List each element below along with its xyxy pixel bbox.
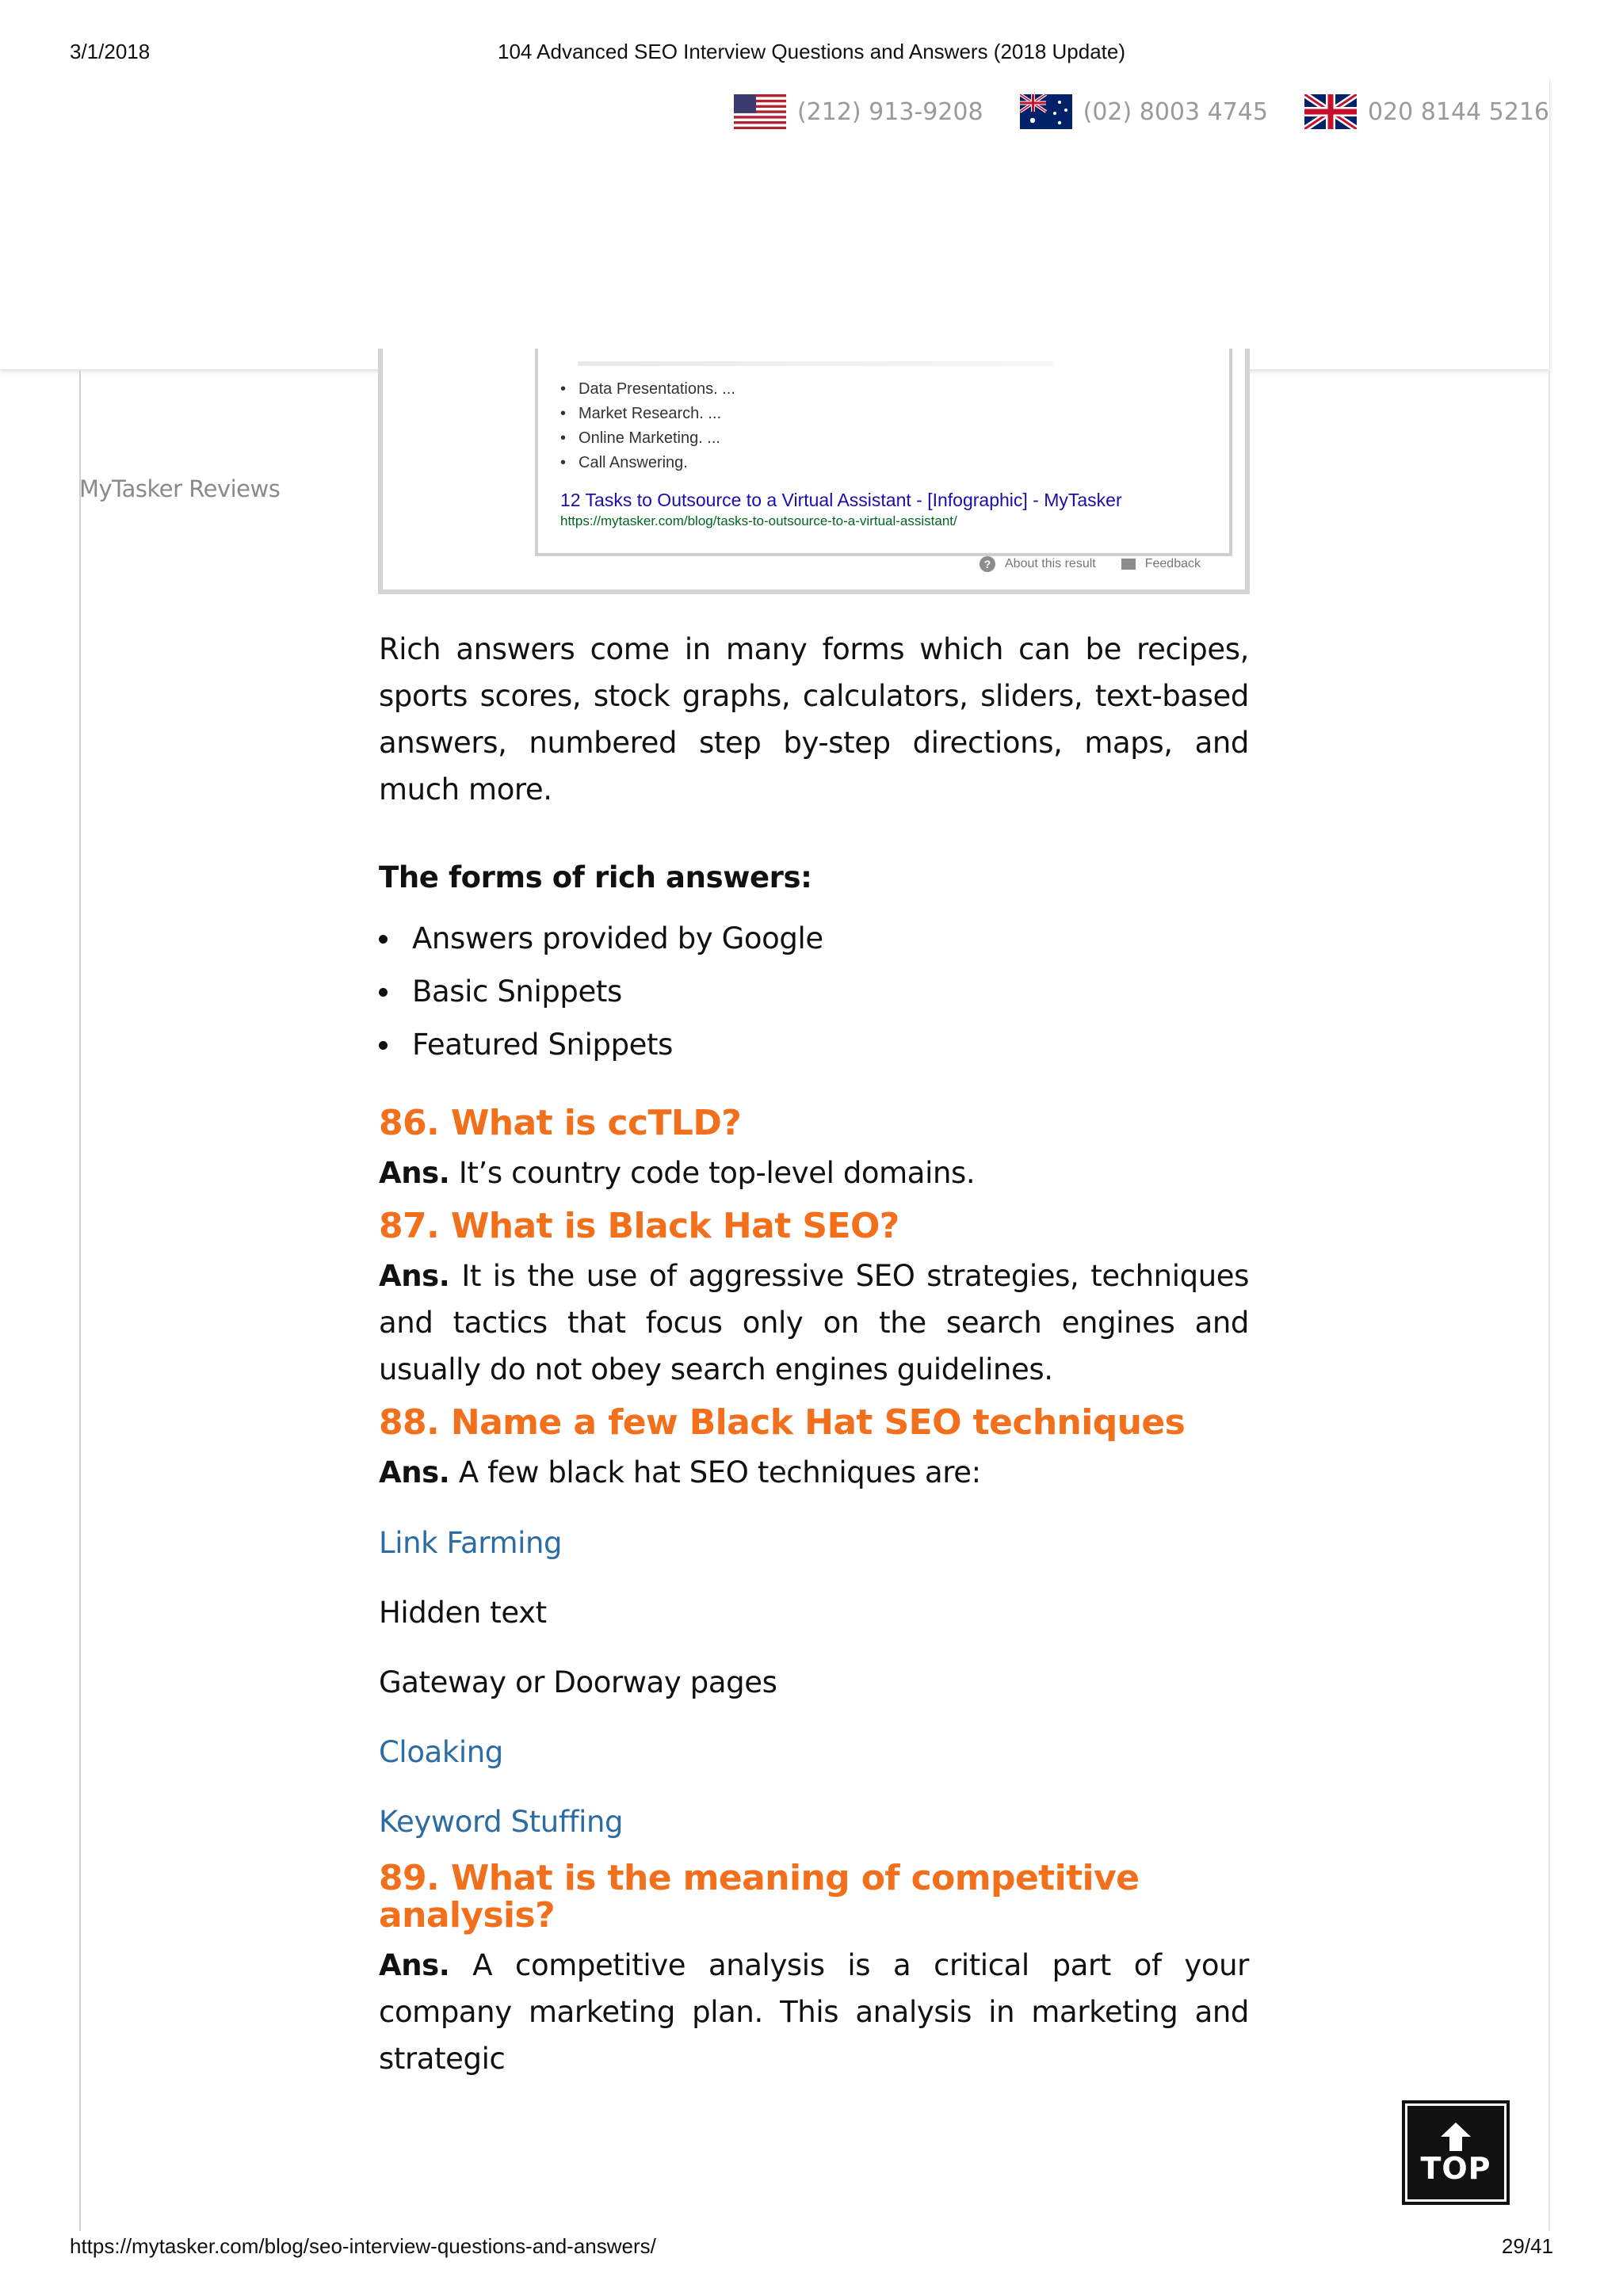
snippet-cut-line bbox=[578, 361, 1053, 366]
top-label: TOP bbox=[1420, 2151, 1491, 2186]
question-89-heading bbox=[379, 1859, 1249, 1934]
au-flag-icon bbox=[1020, 94, 1072, 129]
print-date: 3/1/2018 bbox=[70, 40, 151, 63]
list-item: Featured Snippets bbox=[379, 1018, 1249, 1071]
phone-number-uk: 020 8144 5216 bbox=[1367, 97, 1549, 126]
feedback-flag-icon bbox=[1121, 559, 1136, 570]
snippet-list-item: • Market Research. ... bbox=[560, 402, 735, 426]
print-header bbox=[70, 40, 1553, 68]
cloaking-link[interactable]: Cloaking bbox=[379, 1735, 503, 1769]
page-number: 29/41 bbox=[1501, 2234, 1553, 2258]
snippet-card bbox=[535, 349, 1232, 556]
article-content bbox=[379, 626, 1249, 2082]
answer-89 bbox=[379, 1942, 1249, 2082]
snippet-list bbox=[560, 377, 735, 475]
answer-87 bbox=[379, 1253, 1249, 1393]
ans-label: Ans. bbox=[379, 1455, 450, 1489]
page-url: https://mytasker.com/blog/seo-interview-questions-and-answers/ bbox=[70, 2234, 656, 2258]
snippet-list-item: • Call Answering. bbox=[560, 451, 735, 475]
hidden-text-item: Hidden text bbox=[379, 1596, 547, 1630]
feedback-label: Feedback bbox=[1144, 557, 1201, 570]
answer-87-text: It is the use of aggressive SEO strategies, techniques and tactics that focus only on the search engines and usually do not obey search engines guidelines. bbox=[379, 1259, 1249, 1386]
phone-us[interactable] bbox=[734, 94, 983, 129]
question-icon: ? bbox=[980, 556, 995, 572]
snippet-list-item: • Online Marketing. ... bbox=[560, 426, 735, 451]
forms-heading: The forms of rich answers: bbox=[379, 860, 812, 894]
site-top-bar bbox=[0, 79, 1550, 369]
question-86-heading: 86. What is ccTLD? bbox=[379, 1103, 742, 1143]
snippet-list-item: • Data Presentations. ... bbox=[560, 377, 735, 402]
back-to-top-button[interactable] bbox=[1405, 2103, 1507, 2202]
rich-answers-paragraph: Rich answers come in many forms which can be recipes, sports scores, stock graphs, calculators, sliders, text-based answers, numbered step by-step directions, maps, and much more. bbox=[379, 632, 1249, 807]
keyword-stuffing-link[interactable]: Keyword Stuffing bbox=[379, 1805, 624, 1839]
question-89-line1: 89. What is the meaning of competitive bbox=[379, 1858, 1140, 1898]
ans-label: Ans. bbox=[379, 1948, 450, 1982]
list-item: Answers provided by Google bbox=[379, 912, 1249, 965]
ans-label: Ans. bbox=[379, 1259, 450, 1293]
doorway-pages-item: Gateway or Doorway pages bbox=[379, 1665, 777, 1699]
arrow-up-icon bbox=[1438, 2121, 1474, 2153]
us-flag-icon bbox=[734, 94, 786, 129]
phone-au[interactable] bbox=[1020, 94, 1268, 129]
forms-list bbox=[379, 912, 1249, 1071]
phone-number-au: (02) 8003 4745 bbox=[1083, 97, 1268, 126]
answer-88 bbox=[379, 1449, 1249, 1496]
phone-numbers bbox=[697, 93, 1549, 130]
phone-number-us: (212) 913-9208 bbox=[796, 97, 983, 126]
question-89-line2: analysis? bbox=[379, 1895, 556, 1936]
about-result-label: About this result bbox=[1005, 557, 1096, 570]
page-frame-left bbox=[79, 371, 81, 2231]
answer-89-text: A competitive analysis is a critical part of your company marketing plan. This analysis in marketing and strategic bbox=[379, 1948, 1249, 2076]
document-title: 104 Advanced SEO Interview Questions and Answers (2018 Update) bbox=[497, 40, 1126, 63]
mytasker-reviews-tab[interactable]: MyTasker Reviews bbox=[79, 475, 281, 502]
snippet-result-title: 12 Tasks to Outsource to a Virtual Assistant - [Infographic] - MyTasker bbox=[560, 490, 1122, 510]
question-87-heading: 87. What is Black Hat SEO? bbox=[379, 1206, 899, 1246]
snippet-meta bbox=[980, 556, 1201, 572]
print-footer bbox=[70, 2234, 1553, 2263]
featured-snippet-screenshot bbox=[378, 349, 1250, 594]
snippet-result-url: https://mytasker.com/blog/tasks-to-outsource-to-a-virtual-assistant/ bbox=[560, 513, 957, 528]
ans-label: Ans. bbox=[379, 1156, 450, 1190]
answer-88-text: A few black hat SEO techniques are: bbox=[458, 1455, 981, 1489]
page-frame-right bbox=[1549, 371, 1550, 2231]
answer-86-text: It’s country code top-level domains. bbox=[458, 1156, 976, 1190]
list-item: Basic Snippets bbox=[379, 965, 1249, 1018]
phone-uk[interactable] bbox=[1304, 94, 1549, 129]
uk-flag-icon bbox=[1304, 94, 1357, 129]
answer-86 bbox=[379, 1150, 1249, 1196]
question-88-heading: 88. Name a few Black Hat SEO techniques bbox=[379, 1402, 1186, 1443]
link-farming-link[interactable]: Link Farming bbox=[379, 1526, 563, 1560]
